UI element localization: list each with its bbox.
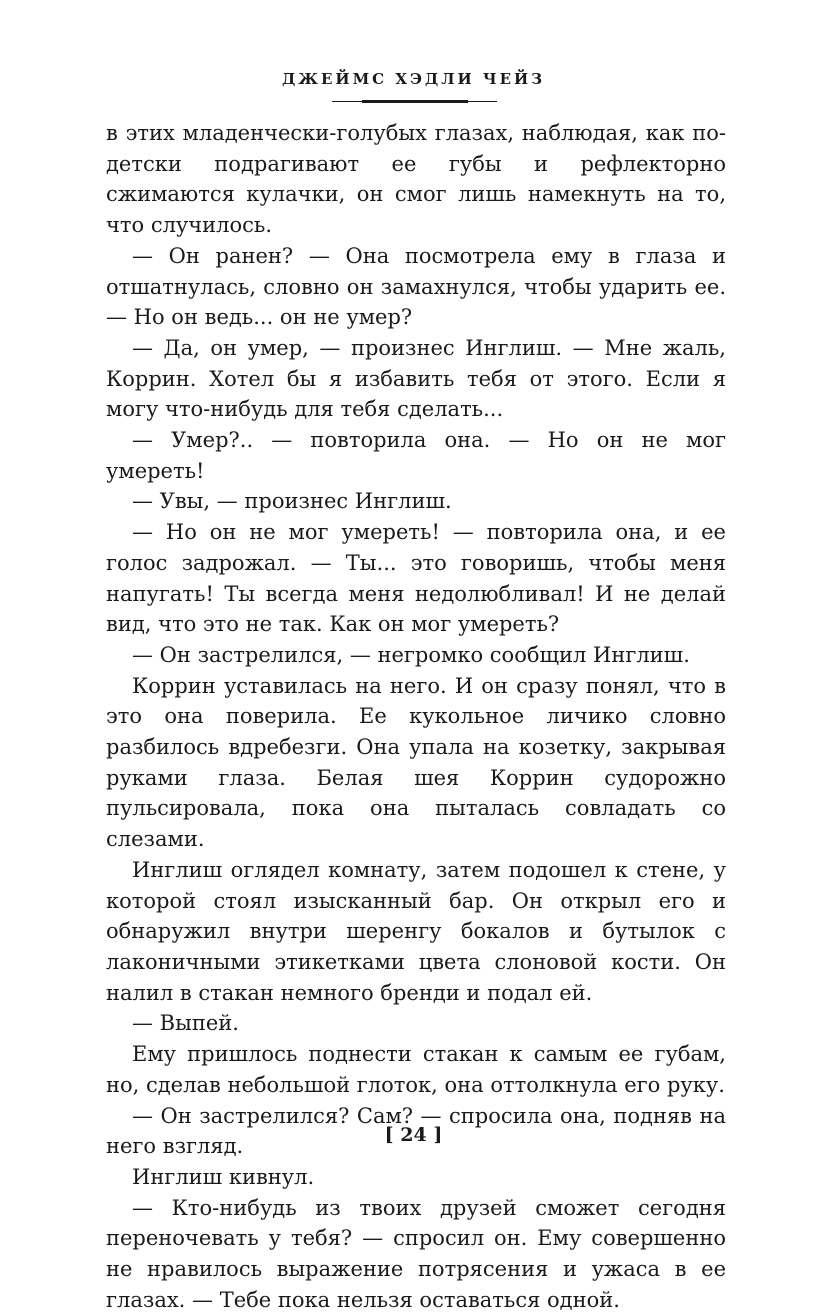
paragraph-4: — Умер?.. — повторила она. — Но он не мог умереть! [106,428,726,483]
paragraph-9: Инглиш оглядел комнату, затем подошел к стене, у которой стоял изысканный бар. Он открыл его и обнаружил внутри шеренгу бокалов и бутылок с лаконичными этикетками цвета слоновой кости. Он налил в стакан немного бренди и подал ей. [106,857,726,1005]
paragraph-5: — Увы, — произнес Инглиш. [132,489,452,514]
paragraph-3: — Да, он умер, — произнес Инглиш. — Мне жаль, Коррин. Хотел бы я избавить тебя от этого. Если я могу что-нибудь для тебя сделать... [106,335,726,422]
paragraph-2: — Он ранен? — Она посмотрела ему в глаза и отшатнулась, словно он замахнулся, чтобы ударить ее. — Но он ведь... он не умер? [106,243,726,330]
running-head: ДЖЕЙМС ХЭДЛИ ЧЕЙЗ [281,70,546,88]
paragraph-8: Коррин уставилась на него. И он сразу понял, что в это она поверила. Ее кукольное личико словно разбилось вдребезги. Она упала на козетку, закрывая руками глаза. Белая шея Коррин судорожно пульсировала, пока она пыталась совладать со слезами. [106,673,726,852]
paragraph-11: Ему пришлось поднести стакан к самым ее губам, но, сделав небольшой глоток, она оттолкнула его руку. [106,1042,726,1097]
paragraph-13: Инглиш кивнул. [132,1164,315,1189]
paragraph-1: в этих младенчески-голубых глазах, наблюдая, как по-детски подрагивают ее губы и рефлекторно сжимаются кулачки, он смог лишь намекнуть на то, что случилось. [106,121,726,238]
paragraph-7: — Он застрелился, — негромко сообщил Инглиш. [132,642,690,667]
paragraph-14: — Кто-нибудь из твоих друзей сможет сегодня переночевать у тебя? — спросил он. Ему совершенно не нравилось выражение потрясения и ужаса в ее глазах. — Тебе пока нельзя оставаться одной. [106,1195,726,1312]
header-rule-accent [362,100,468,103]
paragraph-12: — Он застрелился? Сам? — спросила она, подняв на него взгляд. [106,1103,726,1159]
paragraph-6: — Но он не мог умереть! — повторила она, и ее голос задрожал. — Ты... это говоришь, чтобы меня напугать! Ты всегда меня недолюбливал! И не делай вид, что это не так. Как он мог умереть? [106,520,726,637]
page-number: [ 24 ] [384,1124,443,1146]
paragraph-10: — Выпей. [132,1011,239,1036]
